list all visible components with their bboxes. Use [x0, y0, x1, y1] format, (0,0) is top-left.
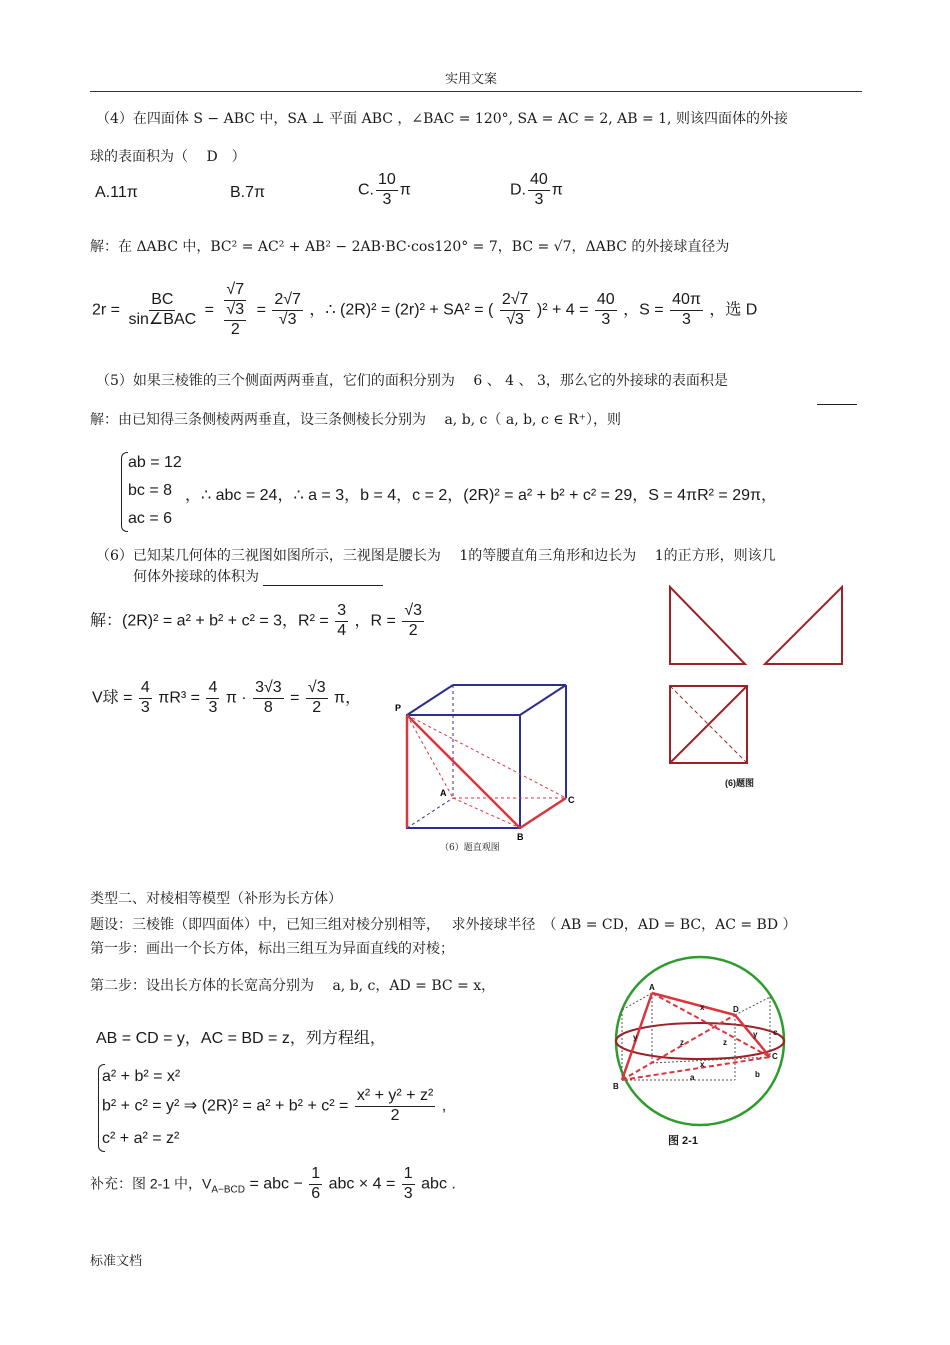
type2-setup: 题设：三棱锥（即四面体）中，已知三组对棱分别相等， 求外接球半径 （ AB = CD，AD = BC，AC = BD ） — [90, 917, 797, 933]
p4-option-a: A.11π — [95, 184, 138, 201]
label-y2: y — [753, 1030, 758, 1039]
p4-solution-line2: 2r = $\frac{BC}{\text{sin∠BAC}}$ = $\frac{√7}{\frac{√3}{2}}$ = $\frac{2√7}{√3}$ ，∴ (2R)² = (2r)² + SA² = ( $\frac{2√7}{√3}$ )² + 4 = $\frac{40}{3}$ ，S = $\frac{40\pi}{3}$ ，选 D — [92, 281, 758, 338]
header-rule — [90, 91, 862, 92]
p5-eq3: ac = 6 — [128, 510, 173, 527]
label-z2: z — [723, 1038, 727, 1047]
p5-solution-line2: ，∴ abc = 24，∴ a = 3，b = 4，c = 2，(2R)² = a² + b² + c² = 29，S = 4πR² = 29π， — [185, 487, 778, 504]
side-view-triangle — [765, 587, 842, 664]
cube-edge-top-left — [407, 685, 453, 715]
cube-figure — [390, 680, 590, 855]
p6-question-line1: （6）已知某几何体的三视图如图所示，三视图是腰长为 1的等腰直角三角形和边长为 1的正方形，则该几 — [96, 548, 776, 564]
type2-sys2: b² + c² = y² ⇒ (2R)² = a² + b² + c² = $\frac{\text{x² + y² + z²}}{2}$ , — [102, 1087, 447, 1124]
p4-option-d: D. $\frac{40}{3}$ π — [510, 171, 563, 208]
label-B: B — [517, 832, 524, 842]
edge-PC — [407, 715, 566, 798]
label-a: a — [690, 1073, 695, 1082]
p4-solution-line1: 解：在 ΔABC 中，BC² = AC² + AB² − 2AB·BC·cos120° = 7，BC = √7，ΔABC 的外接球直径为 — [90, 239, 730, 255]
page-header: 实用文案 — [445, 72, 498, 87]
figure-2-1-caption: 图 2-1 — [668, 1135, 698, 1147]
label-P: P — [395, 703, 402, 713]
p4-option-b: B.7π — [230, 184, 266, 201]
views-caption: (6)题图 — [725, 778, 754, 788]
p5-eq2: bc = 8 — [128, 482, 173, 499]
three-views-figure — [665, 582, 855, 767]
sphere-equator — [616, 1023, 784, 1059]
p5-eq1: ab = 12 — [128, 454, 182, 471]
box-top-right — [735, 997, 770, 1015]
circumscribed-sphere — [616, 957, 784, 1125]
label-y1: y — [633, 1033, 638, 1042]
edge-BC — [520, 798, 566, 828]
label-A: A — [649, 983, 655, 992]
p5-answer-blank — [817, 386, 857, 405]
label-z1: z — [680, 1038, 684, 1047]
p4-question-line2: 球的表面积为（ D ） — [90, 149, 246, 165]
type2-step2: 第二步：设出长方体的长宽高分别为 a, b, c，AD = BC = x， — [90, 978, 496, 994]
type2-sys3: c² + a² = z² — [102, 1130, 180, 1147]
p4-option-c: C. $\frac{10}{3}$ π — [358, 171, 411, 208]
type2-step2b: AB = CD = y，AC = BD = z，列方程组， — [96, 1030, 386, 1047]
cube-caption: （6）题直观图 — [440, 843, 500, 853]
label-A: A — [440, 788, 447, 798]
p6-solution-line2: V球 = $\frac{4}{3}$ πR³ = $\frac{4}{3}$ π · $\frac{3√3}{8}$ = $\frac{√3}{2}$ π， — [92, 679, 362, 716]
page-footer: 标准文档 — [90, 1254, 143, 1269]
label-B: B — [613, 1082, 619, 1091]
edge-AD — [652, 993, 735, 1015]
edge-AB — [453, 798, 520, 828]
edge-PB — [407, 715, 520, 828]
cube-edge-top-right — [520, 685, 566, 715]
p5-solution-line1: 解：由已知得三条侧棱两两垂直，设三条侧棱长分别为 a, b, c（ a, b, c ∈ R⁺），则 — [90, 412, 621, 428]
label-c: c — [773, 1028, 778, 1037]
front-view-triangle — [670, 587, 745, 664]
sphere-box-figure — [605, 955, 795, 1130]
label-x1: x — [700, 1003, 705, 1012]
type2-title: 类型二、对棱相等模型（补形为长方体） — [90, 891, 342, 907]
p4-question-line1: （4）在四面体 S − ABC 中，SA ⊥ 平面 ABC ，∠BAC = 120°, SA = AC = 2, AB = 1, 则该四面体的外接 — [96, 111, 788, 127]
label-C: C — [568, 795, 575, 805]
type2-supplement: 补充：图 2-1 中，$V_{A-BCD}$ = abc − $\frac{1}{6}$ abc × 4 = $\frac{1}{3}$ abc . — [90, 1165, 456, 1202]
p5-question: （5）如果三棱锥的三个侧面两两垂直，它们的面积分别为 6 、 4 、 3，那么它的外接球的表面积是 — [96, 373, 728, 389]
label-b: b — [755, 1070, 760, 1079]
cube-hidden-bottom-left — [407, 798, 453, 828]
label-x2: x — [700, 1060, 705, 1069]
p5-system-brace — [121, 452, 128, 532]
p6-solution-line1: 解：(2R)² = a² + b² + c² = 3，R² = $\frac{3}{4}$ ，R = $\frac{√3}{2}$ — [90, 602, 423, 639]
type2-sys1: a² + b² = x² — [102, 1068, 181, 1085]
label-D: D — [733, 1005, 739, 1014]
p6-question-line2: 何体外接球的体积为 — [133, 566, 383, 586]
label-C: C — [772, 1052, 778, 1061]
type2-step1: 第一步：画出一个长方体，标出三组互为异面直线的对棱； — [90, 941, 454, 957]
